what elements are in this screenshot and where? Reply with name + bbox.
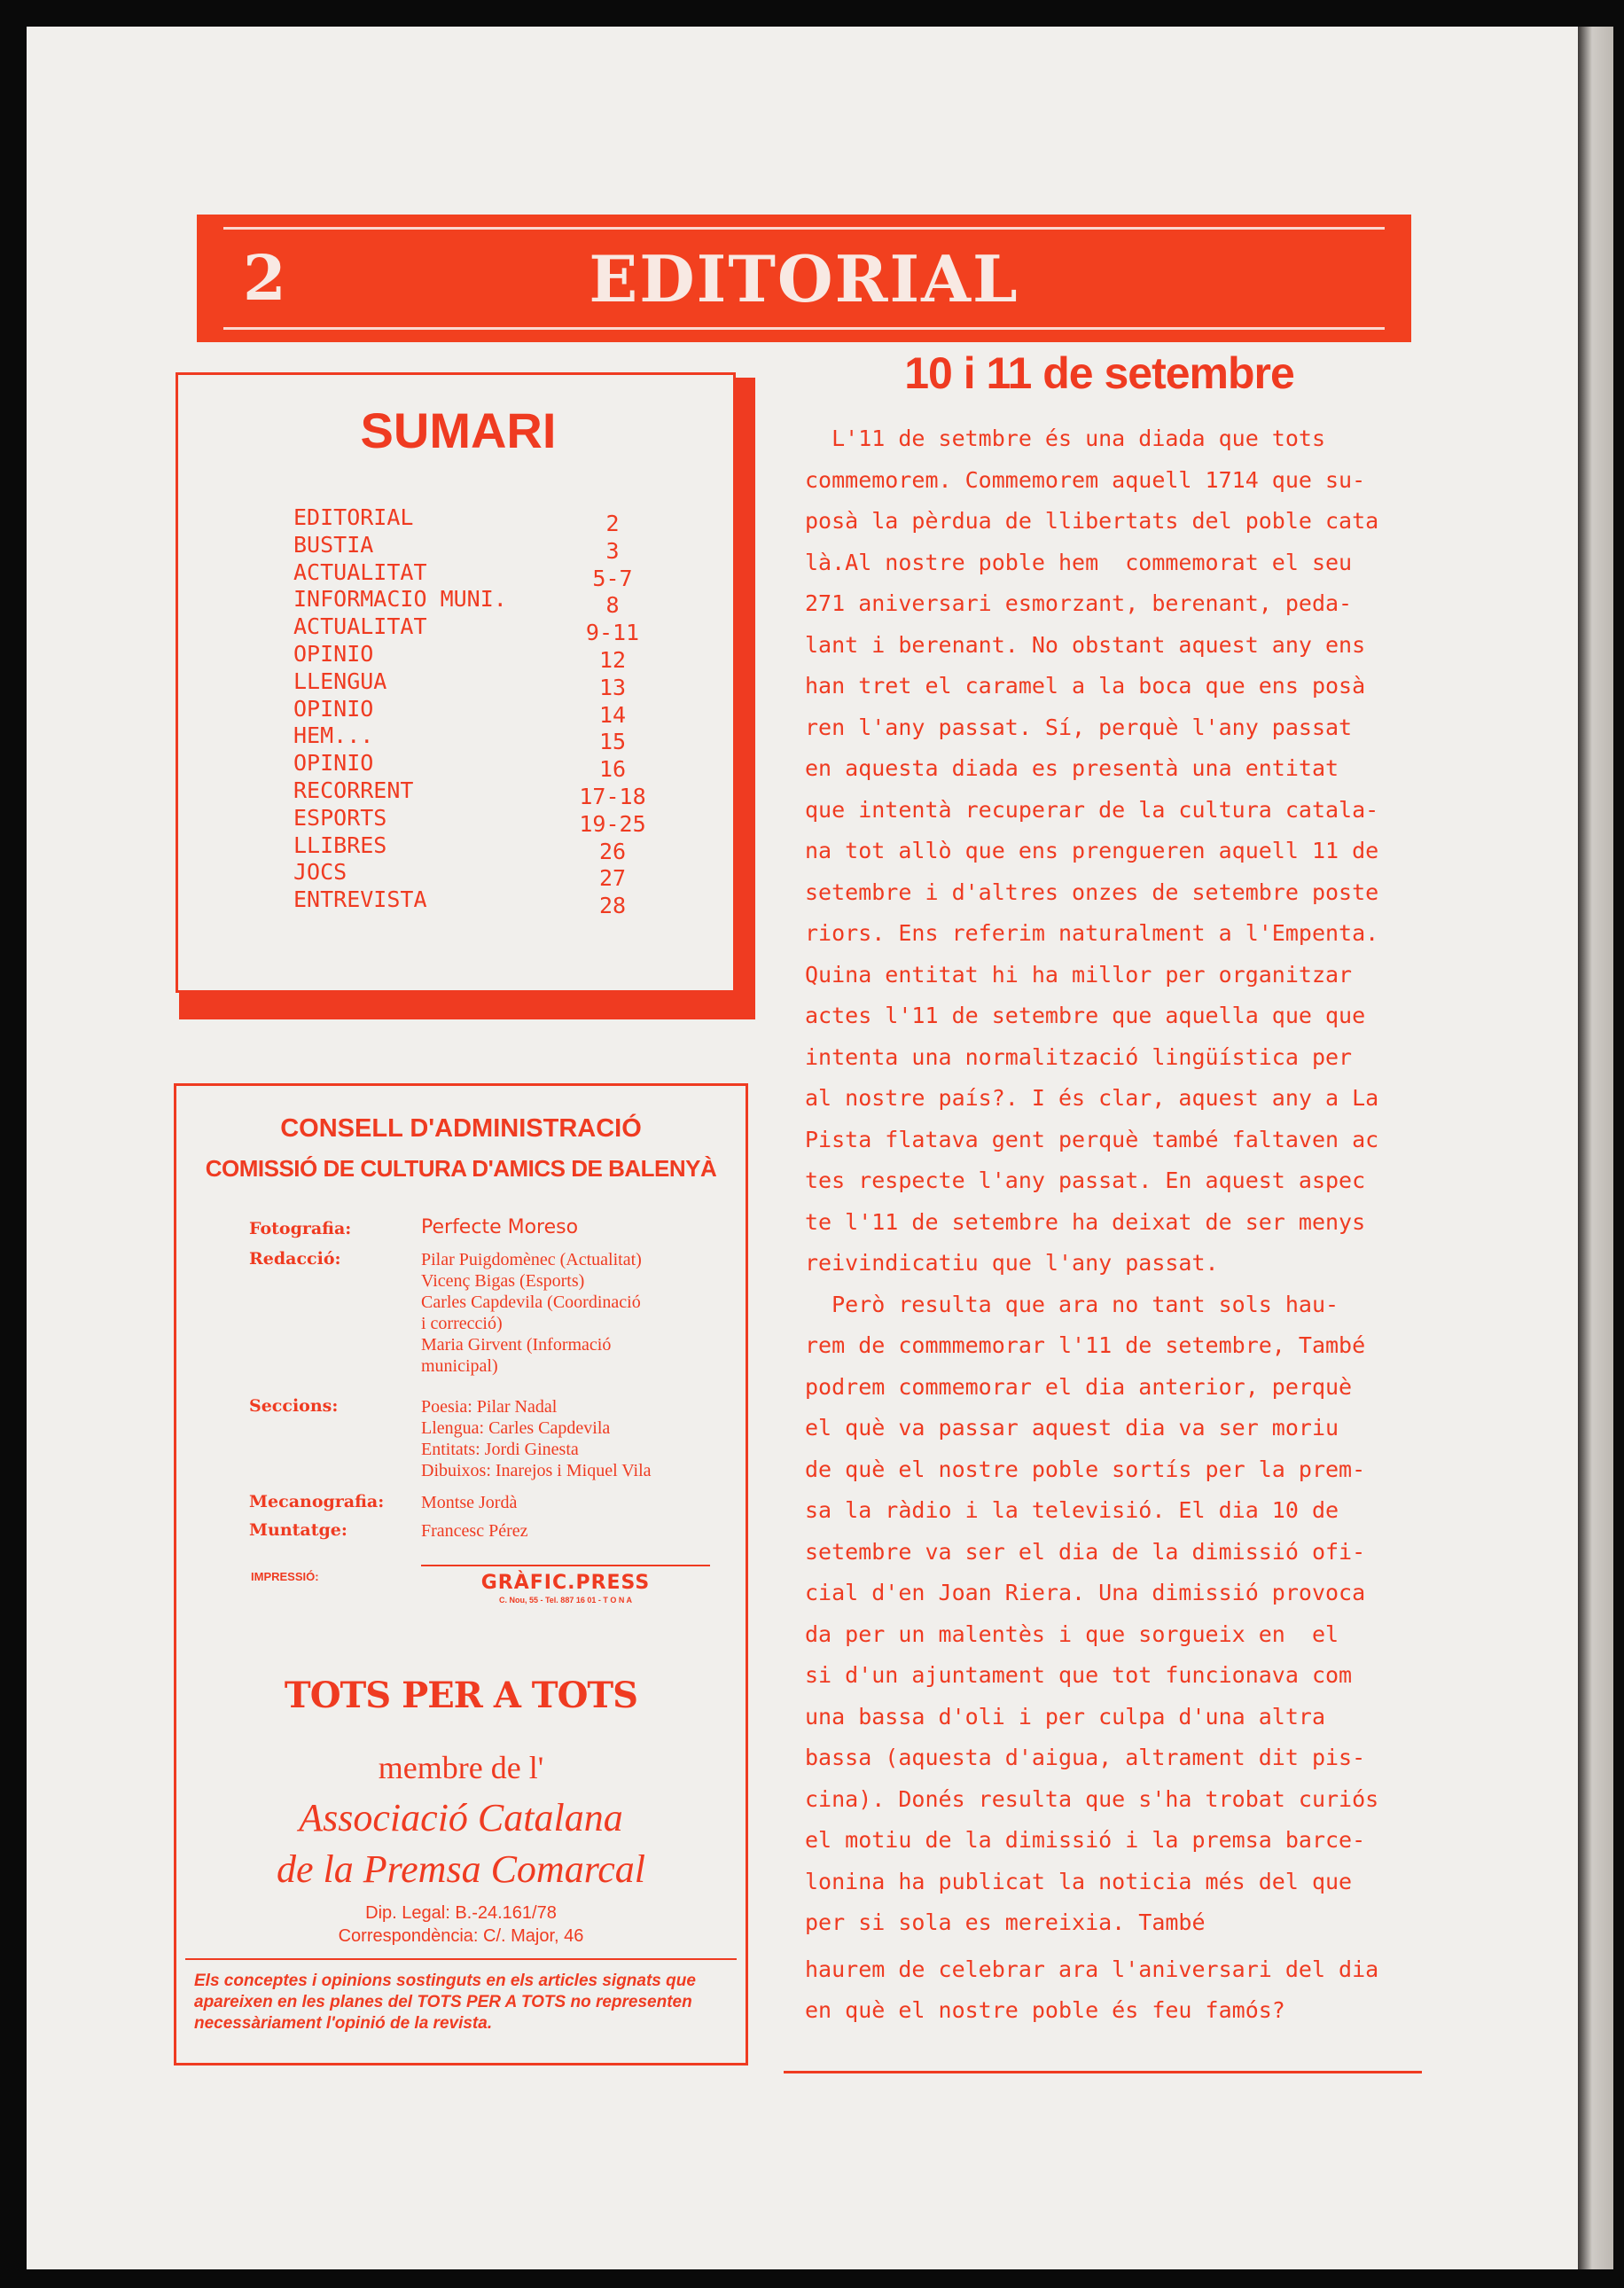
article-line: per si sola es mereixia. També bbox=[805, 1909, 1206, 1935]
sumari-item-label: OPINIO bbox=[293, 640, 374, 667]
article-line: te l'11 de setembre ha deixat de ser menys bbox=[805, 1208, 1366, 1235]
sumari-item bbox=[293, 613, 666, 646]
article-line: Però resulta que ara no tant sols hau- bbox=[805, 1291, 1339, 1317]
credit-value: Montse Jordà bbox=[421, 1493, 518, 1512]
sumari-list bbox=[293, 504, 666, 919]
sumari-item-page: 14 bbox=[598, 701, 627, 728]
sumari-item bbox=[293, 695, 666, 728]
article-title: 10 i 11 de setembre bbox=[904, 348, 1294, 398]
article-line: haurem de celebrar ara l'aniversari del dia bbox=[805, 1956, 1379, 1982]
article-line: Quina entitat hi ha millor per organitzar bbox=[805, 961, 1353, 988]
sumari-item bbox=[293, 668, 666, 700]
sumari-item-label: ACTUALITAT bbox=[293, 558, 427, 585]
sumari-item-label: INFORMACIO MUNI. bbox=[293, 586, 507, 613]
sumari-item bbox=[293, 832, 666, 864]
credits-box bbox=[174, 1083, 748, 2065]
article-line: riors. Ens referim naturalment a l'Empenta. bbox=[805, 920, 1379, 946]
page-edge bbox=[1578, 27, 1613, 2269]
article-line: de què el nostre poble sortís per la prem- bbox=[805, 1456, 1366, 1482]
sumari-item-page: 27 bbox=[598, 865, 627, 892]
printer-logo bbox=[421, 1565, 710, 1609]
sumari-item-label: ESPORTS bbox=[293, 804, 387, 831]
article-line: lant i berenant. No obstant aquest any ens bbox=[805, 631, 1366, 658]
sumari-item-page: 8 bbox=[605, 592, 620, 619]
header-top-rule bbox=[223, 227, 1385, 230]
section-title: EDITORIAL bbox=[589, 241, 1019, 316]
credit-label: Redacció: bbox=[249, 1249, 341, 1269]
page-number: 2 bbox=[243, 241, 286, 315]
sumari-item bbox=[293, 586, 666, 619]
legal-deposit: Dip. Legal: B.-24.161/78 bbox=[365, 1903, 557, 1923]
sumari-item bbox=[293, 859, 666, 892]
article-line: actes l'11 de setembre que aquella que que bbox=[805, 1003, 1366, 1028]
sumari-item-label: LLIBRES bbox=[293, 832, 387, 858]
article-line: cina). Donés resulta que s'ha trobat curiós bbox=[805, 1785, 1379, 1812]
credit-value: Perfecte Moreso bbox=[421, 1216, 579, 1238]
sumari-item-label: BUSTIA bbox=[293, 531, 374, 558]
sumari-item bbox=[293, 531, 666, 564]
sumari-item bbox=[293, 504, 666, 536]
sumari-item-page: 13 bbox=[598, 674, 627, 700]
sumari-title: SUMARI bbox=[360, 402, 557, 458]
article-line: sa la ràdio i la televisió. El dia 10 de bbox=[805, 1497, 1339, 1523]
sumari-item-label: ACTUALITAT bbox=[293, 613, 427, 640]
article-line: en aquesta diada es presentà una entitat bbox=[805, 755, 1339, 781]
article-line: ren l'any passat. Sí, perquè l'any passat bbox=[805, 714, 1353, 740]
article-line: L'11 de setmbre és una diada que tots bbox=[805, 426, 1325, 451]
sumari-item bbox=[293, 777, 666, 809]
sumari-item-label: OPINIO bbox=[293, 750, 374, 777]
credit-label: Fotografia: bbox=[249, 1219, 352, 1238]
article-line: lonina ha publicat la noticia més del que bbox=[805, 1868, 1353, 1894]
article-line: en què el nostre poble és feu famós? bbox=[805, 1997, 1285, 2023]
article-line: da per un malentès i que sorgueix en el bbox=[805, 1620, 1339, 1647]
article-body bbox=[805, 418, 1408, 2032]
divider bbox=[185, 1958, 737, 1960]
credit-value: Poesia: Pilar Nadal Llengua: Carles Capdevila Entitats: Jordi Ginesta Dibuixos: Inarejos i Miquel Vila bbox=[421, 1397, 652, 1480]
sumari-item-label: RECORRENT bbox=[293, 777, 414, 803]
header-bottom-rule bbox=[223, 327, 1385, 330]
credits-title: CONSELL D'ADMINISTRACIÓ bbox=[280, 1114, 642, 1143]
sumari-item bbox=[293, 886, 666, 919]
credits-subtitle: COMISSIÓ DE CULTURA D'AMICS DE BALENYÀ bbox=[205, 1155, 717, 1182]
impressio-label: IMPRESSIÓ: bbox=[251, 1570, 319, 1583]
section-header bbox=[197, 215, 1411, 342]
article-line: intenta una normalització lingüística per bbox=[805, 1043, 1353, 1070]
article-line: tes respecte l'any passat. En aquest aspec bbox=[805, 1167, 1366, 1193]
sumari-item bbox=[293, 640, 666, 673]
article-line: rem de commmemorar l'11 de setembre, També bbox=[805, 1332, 1366, 1358]
sumari-item-page: 9-11 bbox=[585, 620, 640, 646]
disclaimer: Els conceptes i opinions sostinguts en els articles signats que apareixen en les planes del TOTS PER A TOTS no representen necessàriament l'opinió de la revista. bbox=[194, 1972, 696, 2033]
article-line: el què va passar aquest dia va ser moriu bbox=[805, 1415, 1339, 1441]
membership-text: membre de l' bbox=[378, 1750, 544, 1785]
sumari-item-page: 17-18 bbox=[579, 783, 646, 809]
printer-name: GRÀFIC.PRESS bbox=[480, 1572, 651, 1594]
article-line: bassa (aquesta d'aigua, altrament dit pis- bbox=[805, 1745, 1366, 1770]
sumari-item-page: 15 bbox=[598, 729, 627, 755]
credit-label: Mecanografia: bbox=[249, 1492, 385, 1511]
sumari-item bbox=[293, 804, 666, 837]
sumari-item-page: 28 bbox=[598, 893, 627, 919]
article-line: cial d'en Joan Riera. Una dimissió provoca bbox=[805, 1580, 1366, 1605]
article-line: una bassa d'oli i per culpa d'una altra bbox=[805, 1703, 1325, 1730]
association-logo-line: de la Premsa Comarcal bbox=[277, 1847, 645, 1891]
article-line: commemorem. Commemorem aquell 1714 que su- bbox=[805, 466, 1366, 493]
credit-label: Muntatge: bbox=[249, 1520, 347, 1540]
sumari-item-label: JOCS bbox=[293, 859, 347, 886]
sumari-item-label: LLENGUA bbox=[293, 668, 387, 694]
sumari-item-label: OPINIO bbox=[293, 695, 374, 722]
article-line: 271 aniversari esmorzant, berenant, peda- bbox=[805, 590, 1353, 616]
article-bottom-rule bbox=[784, 2071, 1422, 2073]
credit-value: Francesc Pérez bbox=[421, 1521, 528, 1541]
article-line: podrem commemorar el dia anterior, perquè bbox=[805, 1373, 1353, 1400]
article-line: Pista flatava gent perquè també faltaven ac bbox=[805, 1126, 1379, 1152]
article-line: al nostre país?. I és clar, aquest any a La bbox=[805, 1085, 1379, 1111]
sumari-item-label: ENTREVISTA bbox=[293, 886, 427, 913]
sumari-item-page: 16 bbox=[598, 756, 627, 783]
sumari-item bbox=[293, 750, 666, 783]
sumari-item-label: EDITORIAL bbox=[293, 504, 414, 530]
sumari-item-page: 2 bbox=[605, 511, 620, 536]
sumari-item bbox=[293, 558, 666, 591]
sumari-item-page: 26 bbox=[598, 838, 627, 864]
association-logo-line: Associació Catalana bbox=[299, 1796, 623, 1839]
printer-address: C. Nou, 55 - Tel. 887 16 01 - T O N A bbox=[498, 1596, 633, 1605]
article-line: que intentà recuperar de la cultura catala- bbox=[805, 796, 1379, 823]
magazine-logo: TOTS PER A TOTS bbox=[284, 1675, 638, 1716]
sumari-item-page: 5-7 bbox=[592, 565, 633, 591]
sumari-item-label: HEM... bbox=[293, 722, 374, 749]
article-line: setembre va ser el dia de la dimissió ofi- bbox=[805, 1538, 1366, 1565]
correspondence-address: Correspondència: C/. Major, 46 bbox=[338, 1926, 584, 1946]
sumari-item bbox=[293, 722, 666, 755]
article-line: là.Al nostre poble hem commemorat el seu bbox=[805, 549, 1353, 575]
sumari-item-page: 12 bbox=[598, 646, 627, 673]
sumari-box bbox=[176, 372, 736, 993]
article-line: reivindicatiu que l'any passat. bbox=[805, 1250, 1219, 1276]
article-line: na tot allò que ens prengueren aquell 11 de bbox=[805, 838, 1379, 863]
article-line: posà la pèrdua de llibertats del poble cata bbox=[805, 508, 1379, 534]
article-line: setembre i d'altres onzes de setembre poste bbox=[805, 878, 1379, 905]
article-line: si d'un ajuntament que tot funcionava com bbox=[805, 1662, 1353, 1688]
article-line: el motiu de la dimissió i la premsa barce- bbox=[805, 1827, 1366, 1853]
article-line: han tret el caramel a la boca que ens posà bbox=[805, 673, 1366, 699]
credit-value: Pilar Puigdomènec (Actualitat) Vicenç Bigas (Esports) Carles Capdevila (Coordinació i correcció) Maria Girvent (Informació municipal) bbox=[421, 1250, 642, 1376]
sumari-item-page: 19-25 bbox=[579, 810, 646, 837]
printer-rule-top bbox=[421, 1565, 710, 1566]
credit-label: Seccions: bbox=[249, 1396, 339, 1416]
sumari-item-page: 3 bbox=[605, 537, 620, 564]
